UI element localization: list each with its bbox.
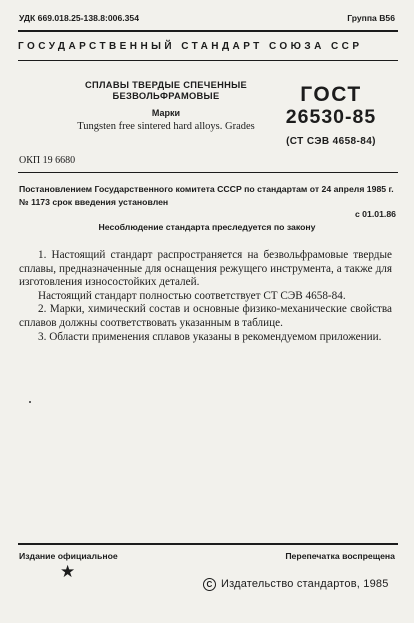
st-sev-reference: (СТ СЭВ 4658-84) bbox=[286, 136, 376, 147]
standard-title-block bbox=[55, 80, 277, 132]
copyright-icon: C bbox=[203, 578, 216, 591]
paragraph-1: 1. Настоящий стандарт распространяется на безвольфрамовые твердые сплавы, предназначенные для оснащения режущего инструмента, а также для изготовления износостойких деталей. bbox=[19, 249, 392, 289]
footer-rule bbox=[18, 543, 398, 545]
okp-code: ОКП 19 6680 bbox=[19, 155, 76, 166]
official-edition-label: Издание официальное bbox=[19, 551, 118, 561]
gost-number: 26530-85 bbox=[285, 106, 377, 128]
udk-code: УДК 669.018.25-138.8:006.354 bbox=[19, 13, 139, 23]
copyright-text: Издательство стандартов, 1985 bbox=[221, 578, 389, 590]
title-subtitle: Марки bbox=[151, 108, 181, 118]
title-line-2: БЕЗВОЛЬФРАМОВЫЕ bbox=[112, 91, 220, 101]
paragraph-1-note: Настоящий стандарт полностью соответствует СТ СЭВ 4658-84. bbox=[38, 289, 346, 302]
copyright-line bbox=[203, 578, 389, 591]
standard-body bbox=[19, 249, 392, 344]
paragraph-3: 3. Области применения сплавов указаны в рекомендуемом приложении. bbox=[38, 330, 382, 343]
violation-notice: Несоблюдение стандарта преследуется по закону bbox=[98, 222, 316, 232]
title-line-1: СПЛАВЫ ТВЕРДЫЕ СПЕЧЕННЫЕ bbox=[84, 80, 247, 90]
reprint-prohibited-label: Перепечатка воспрещена bbox=[285, 551, 395, 561]
english-title: Tungsten free sintered hard alloys. Grades bbox=[77, 121, 255, 132]
star-icon: ★ bbox=[60, 562, 76, 581]
okp-divider bbox=[18, 172, 398, 173]
header-divider bbox=[18, 60, 398, 61]
state-standard-heading: ГОСУДАРСТВЕННЫЙ СТАНДАРТ СОЮЗА ССР bbox=[18, 41, 363, 52]
group-code: Группа В56 bbox=[347, 13, 395, 23]
paragraph-2: 2. Марки, химический состав и основные физико-механические свойства сплавов должны соответствовать указанным в таблице. bbox=[19, 303, 392, 329]
decree-text: Постановлением Государственного комитета СССР по стандартам от 24 апреля 1985 г. № 1173 срок введения установлен bbox=[19, 184, 394, 207]
gost-designation bbox=[266, 84, 396, 147]
gost-label: ГОСТ bbox=[300, 83, 362, 106]
top-rule bbox=[18, 30, 398, 32]
effective-date: с 01.01.86 bbox=[354, 209, 396, 219]
stray-dot bbox=[29, 401, 31, 403]
